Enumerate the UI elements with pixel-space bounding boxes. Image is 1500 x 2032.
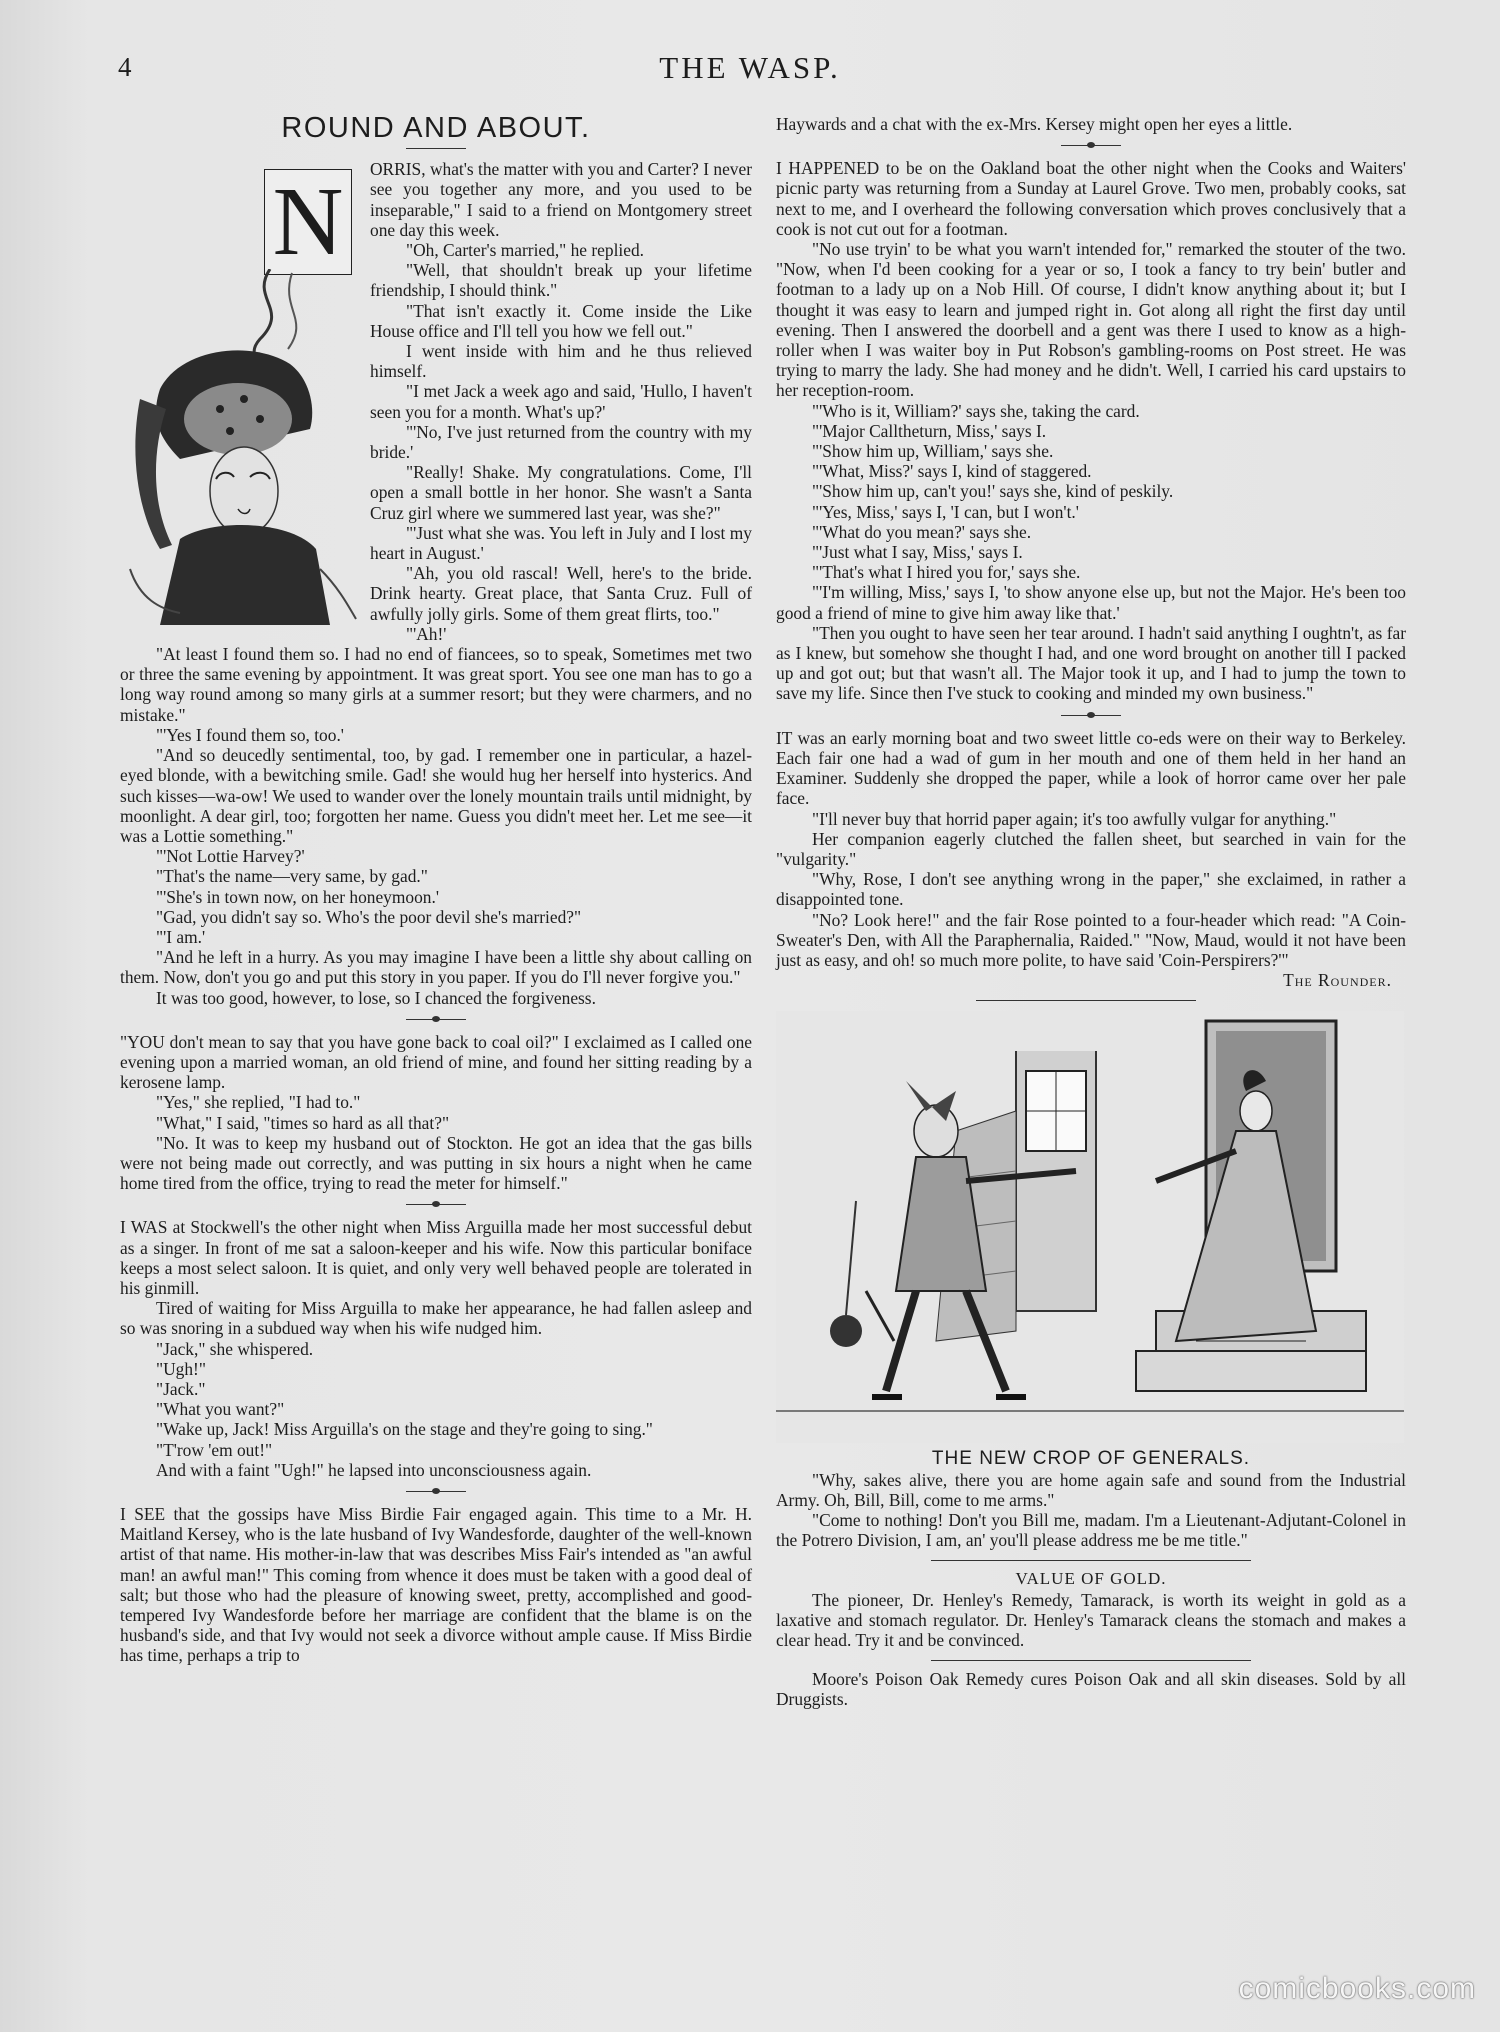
masthead: THE WASP. [659,50,841,85]
dropcap-illustration [120,159,362,627]
text-paragraph: "That's the name—very same, by gad." [156,866,428,887]
text-paragraph: "Gad, you didn't say so. Who's the poor devil she's married?" [156,906,582,927]
text-paragraph: IT was an early morning boat and two sweet little co-eds were on their way to Berkeley. Each fair one had a wad of gum in her mouth and one of them held in her hand an Examiner. Suddenly she dropped the paper, while a look of horror came over her pale face. [776,727,1406,809]
text-paragraph: "I met Jack a week ago and said, 'Hullo, I haven't seen you for a month. What's up?' [370,381,752,422]
text-paragraph: I HAPPENED to be on the Oakland boat the other night when the Cooks and Waiters' picnic party was returning from a Sunday at Laurel Grove. Two men, probably cooks, sat next to me, and I overheard the following conversation which proves conclusively that a cook is not cut out for a footman. [776,158,1406,239]
text-paragraph: "Ugh!" [156,1358,206,1379]
section-divider [1061,712,1121,718]
text-paragraph: "Oh, Carter's married," he replied. [406,240,645,261]
text-paragraph: "And he left in a hurry. As you may imagine I have been a little shy about calling on them. Now, don't you go and put this story in you paper. If you do I'll never forgive you." [120,947,752,988]
text-paragraph: "'Show him up, William,' says she. [812,441,1054,462]
text-paragraph: "No use tryin' to be what you warn't intended for," remarked the stouter of the two. "Now, when I'd been cooking for a year or so, I took a fancy to try bein' butler and footman to a lady up on a Nob Hill. Of course, I didn't know anything about it; but I thought it was easy to learn and jumped right in. Got along all right the first day until evening. Then I answered the doorbell and a gent was there I used to know as a high-roller when I was waiter boy in Put Robson's gambling-rooms on Post street. He was trying to marry the lady. She had money and he didn't. Well, I carried his card upstairs to her reception-room. [776,239,1406,401]
article-title: ROUND AND ABOUT. [281,112,591,144]
text-paragraph: "'No, I've just returned from the country with my bride.' [370,421,752,463]
site-watermark: comicbooks.com [1238,1972,1476,2005]
text-paragraph: "Yes," she replied, "I had to." [156,1092,361,1113]
text-paragraph: I WAS at Stockwell's the other night when Miss Arguilla made her most successful debut as a singer. In front of me sat a saloon-keeper and his wife. Now this particular boniface keeps a most select saloon. It is quiet, and only very well behaved people are tolerated in his ginmill. [120,1217,752,1298]
text-paragraph: "Ah, you old rascal! Well, here's to the bride. Drink hearty. Great place, that Santa Cruz. Full of awfully jolly girls. Some of them great flirts, too." [370,563,752,624]
ad-text: The pioneer, Dr. Henley's Remedy, Tamarack, is worth its weight in gold as a laxative and stomach regulator. Dr. Henley's Tamarack cleans the stomach and makes a clear head. Try it and be convinced. [776,1589,1406,1650]
text-paragraph: "Jack," she whispered. [156,1338,314,1359]
left-column [120,114,752,1666]
text-paragraph: "Well, that shouldn't break up your lifetime friendship, I should think." [370,260,752,301]
text-paragraph: "No? Look here!" and the fair Rose pointed to a four-header which read: "A Coin-Sweater's Den, with All the Paraphernalia, Raided." "Now, Maud, would it not have been just as easy, and oh! so much more polite, to have said 'Coin-Perspirers?'" [776,909,1406,970]
text-paragraph: "YOU don't mean to say that you have gone back to coal oil?" I exclaimed as I called one evening upon a married woman, an old friend of mine, and found her sitting reading by a kerosene lamp. [120,1031,752,1093]
text-paragraph: "And so deucedly sentimental, too, by gad. I remember one in particular, a hazel-eyed blonde, with a bewitching smile. Gad! she would hug her herself into hysterics. And such kisses—wa-ow! We used to wander over the lonely mountain trails until midnight, by moonlight. A dear girl, too; forgotten her name. Guess you didn't meet her. Let me see—it was a Lottie something." [120,745,752,846]
text-paragraph: "Really! Shake. My congratulations. Come, I'll open a small bottle in her honor. She wasn't a Santa Cruz girl where we summered last year, was she?" [370,462,752,523]
page-header [0,44,1500,94]
text-paragraph: It was too good, however, to lose, so I chanced the forgiveness. [156,987,596,1008]
text-paragraph: Tired of waiting for Miss Arguilla to make her appearance, he had fallen asleep and so was snoring in a subdued way when his wife nudged him. [120,1298,752,1339]
section-divider [1061,142,1121,148]
page-number: 4 [118,52,132,82]
dropcap-letter: N [264,169,352,275]
text-paragraph: "'Major Calltheturn, Miss,' says I. [812,420,1047,441]
text-paragraph: Haywards and a chat with the ex-Mrs. Kersey might open her eyes a little. [776,114,1293,134]
text-paragraph: "'Just what I say, Miss,' says I. [812,542,1023,563]
ad-heading: VALUE OF GOLD. [1015,1569,1167,1589]
text-paragraph: And with a faint "Ugh!" he lapsed into unconsciousness again. [156,1459,592,1480]
text-paragraph: "Jack." [156,1378,206,1399]
section-divider [406,1201,466,1207]
text-paragraph: "Why, sakes alive, there you are home again safe and sound from the Industrial Army. Oh, Bill, Bill, come to me arms." [776,1469,1406,1510]
cartoon-caption: THE NEW CROP OF GENERALS. [931,1448,1251,1470]
ad-text: Moore's Poison Oak Remedy cures Poison Oak and all skin diseases. Sold by all Druggists. [776,1669,1406,1710]
text-paragraph: I SEE that the gossips have Miss Birdie Fair engaged again. This time to a Mr. H. Maitland Kersey, who is the late husband of Ivy Wandesforde, daughter of the well-known artist of that name. His mother-in-law that was describes Miss Fair's intended as "an awful man! an awful man!" This coming from whence it does must be taken with a good deal of salt; but those who had the pleasure of knowing sweet, pretty, accomplished and good-tempered Ivy Wandesforde before her marriage are confident that the blame is on the husband's side, and that Ivy would not seek a divorce without ample cause. If Miss Birdie has time, perhaps a trip to [120,1504,752,1666]
text-paragraph: "Come to nothing! Don't you Bill me, madam. I'm a Lieutenant-Adjutant-Colonel in the Potrero Division, I am, an' you'll please address me be me title." [776,1509,1406,1551]
text-paragraph: "'What, Miss?' says I, kind of staggered. [812,461,1092,482]
text-paragraph: "'That's what I hired you for,' says she. [812,562,1081,583]
text-paragraph: "Then you ought to have seen her tear around. I hadn't said anything I oughtn't, as far as I knew, but somehow she thought I had, and one word brought on another till I packed up and got out; but that wasn't all. The Major took it up, and I had to jump the town to save my life. Since then I've stuck to cooking and minded my own business." [776,622,1406,704]
text-paragraph: "'Just what she was. You left in July and I lost my heart in August.' [370,522,752,564]
text-paragraph: "'Yes I found them so, too.' [156,724,344,745]
text-paragraph: "'I'm willing, Miss,' says I, 'to show anyone else up, but not the Major. He's been too good a friend of mine to give him away like that.' [776,582,1406,623]
section-divider [931,1660,1251,1661]
text-paragraph: "'Who is it, William?' says she, taking the card. [812,400,1140,421]
text-paragraph: "T'row 'em out!" [156,1439,273,1460]
text-paragraph: Her companion eagerly clutched the fallen sheet, but searched in vain for the "vulgarity." [776,828,1406,869]
text-paragraph: I went inside with him and he thus relieved himself. [370,341,752,382]
text-paragraph: "'Show him up, can't you!' says she, kind of peskily. [812,481,1174,502]
text-paragraph: "I'll never buy that horrid paper again; it's too awfully vulgar for anything." [812,808,1337,829]
text-paragraph: "'I am.' [156,926,206,947]
text-paragraph: "'Not Lottie Harvey?' [156,846,305,867]
text-paragraph: "That isn't exactly it. Come inside the Like House office and I'll tell you how we fell out." [370,300,752,341]
lady-with-parasol-illustration [120,269,360,625]
section-divider [976,1000,1196,1001]
section-divider [931,1560,1251,1561]
text-paragraph: "What," I said, "times so hard as all that?" [156,1112,450,1133]
text-paragraph: "No. It was to keep my husband out of Stockton. He got an idea that the gas bills were not being made out correctly, and was putting in six hours a night when he came home tired from the office, trying to read the meter for himself." [120,1132,752,1194]
text-paragraph: "Wake up, Jack! Miss Arguilla's on the stage and they're going to sing." [156,1419,653,1440]
text-paragraph: "What you want?" [156,1399,285,1420]
text-paragraph: "At least I found them so. I had no end of fiancees, so to speak, Sometimes met two or three the same evening by appointment. It was great sport. You see one man has to go a long way round among so many girls at a summer resort; but they were charmers, and no mistake." [120,644,752,725]
right-column [776,114,1406,1710]
text-paragraph: "'Ah!' [406,623,447,644]
signature: The Rounder. [1283,970,1392,991]
section-divider [406,1488,466,1494]
text-paragraph: "Why, Rose, I don't see anything wrong in the paper," she exclaimed, in rather a disappointed tone. [776,869,1406,910]
text-paragraph: "'She's in town now, on her honeymoon.' [156,886,439,907]
text-paragraph: "'Yes, Miss,' says I, 'I can, but I won't.' [812,501,1079,522]
title-rule [406,148,466,149]
text-paragraph: ORRIS, what's the matter with you and Carter? I never see you together any more, and you used to be inseparable," I said to a friend on Montgomery street one day this week. [370,159,752,240]
generals-cartoon-illustration [776,1011,1404,1443]
text-paragraph: "'What do you mean?' says she. [812,521,1032,542]
section-divider [406,1016,466,1022]
